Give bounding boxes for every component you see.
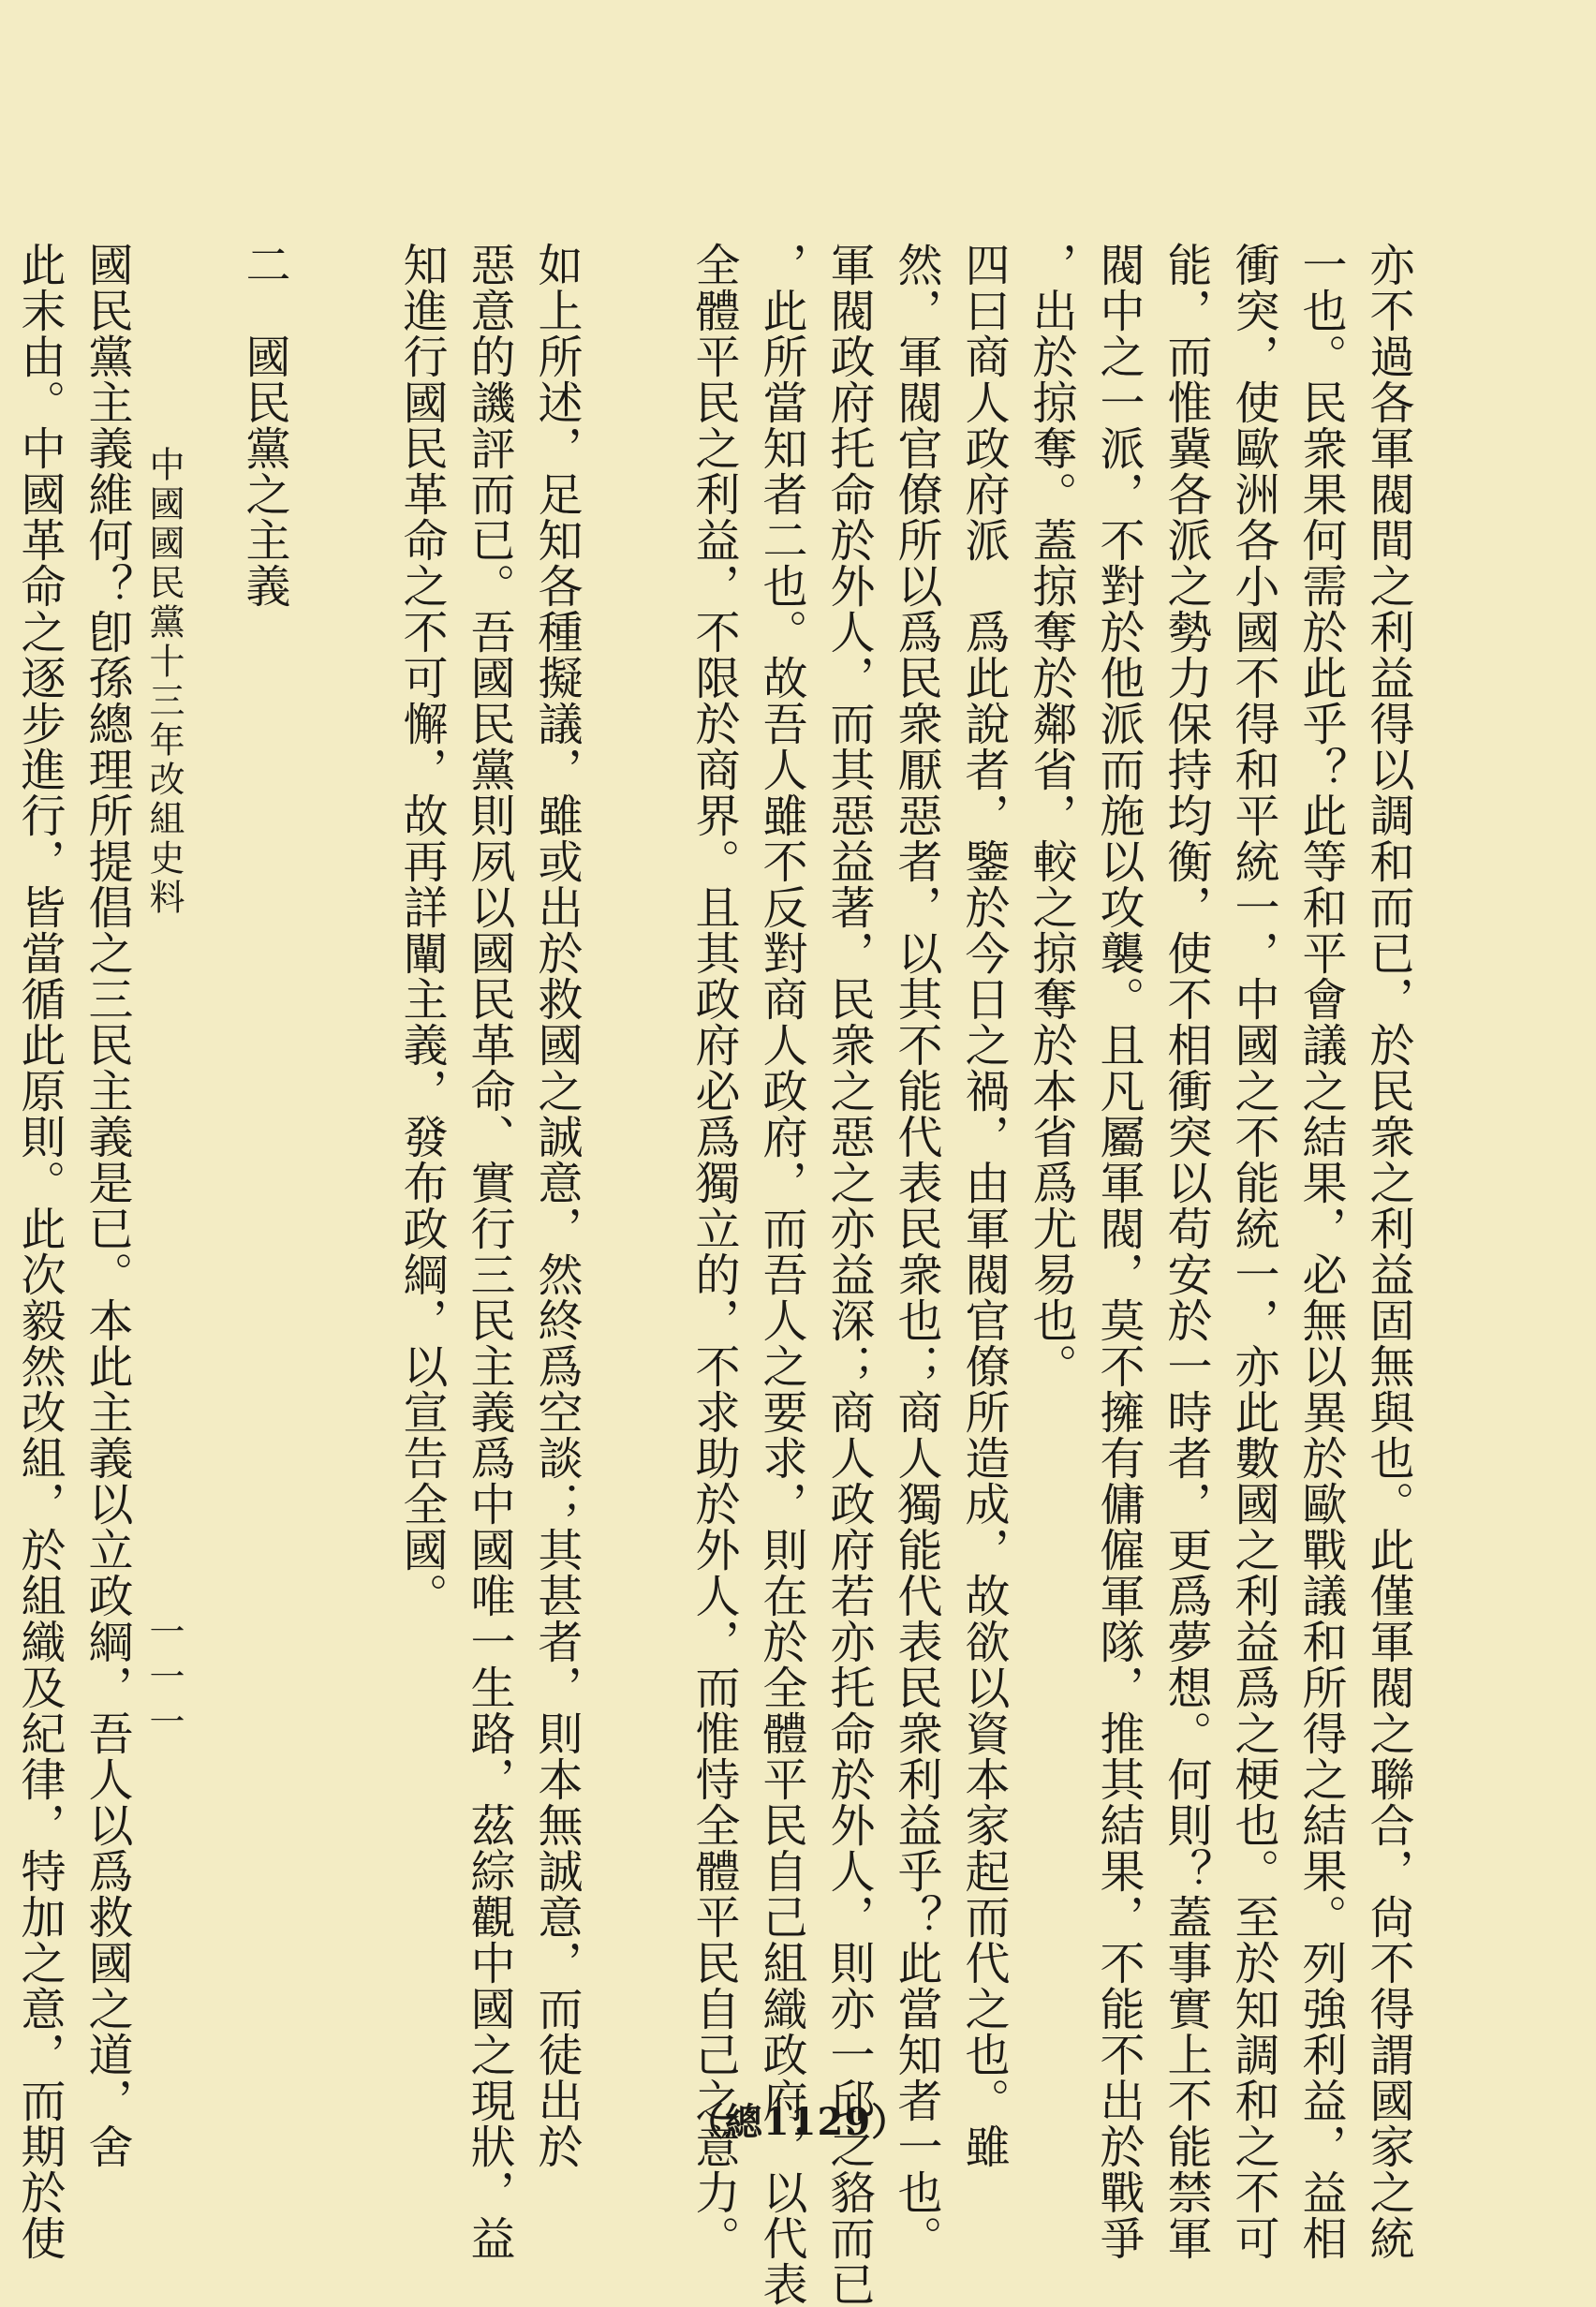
text-column: 閥中之一派，不對於他派而施以攻襲。且凡屬軍閥，莫不擁有傭僱軍隊，推其結果，不能不出於戰爭 [1092, 242, 1145, 2261]
text-column: 軍閥政府托命於外人，而其惡益著，民衆之惡之亦益深；商人政府若亦托命於外人，則亦一邱之貉而已 [822, 242, 875, 2307]
text-column: 如上所述，足知各種擬議，雖或出於救國之誠意，然終爲空談；其甚者，則本無誠意，而徒出於 [530, 242, 583, 2169]
section-heading: 二 國民黨之主義 [238, 242, 290, 609]
text-column: 全體平民之利益，不限於商界。且其政府必爲獨立的，不求助於外人，而惟恃全體平民自己之意力。 [687, 242, 740, 2261]
total-page-number: （總1129） [686, 2100, 910, 2144]
text-column: 亦不過各軍閥間之利益得以調和而已，於民衆之利益固無與也。此僅軍閥之聯合，尙不得謂國家之統 [1362, 242, 1414, 2261]
text-column: ，出於掠奪。蓋掠奪於鄰省，較之掠奪於本省爲尤易也。 [1025, 242, 1077, 1389]
text-column: 四曰商人政府派 爲此說者，鑒於今日之禍，由軍閥官僚所造成，故欲以資本家起而代之也。雖 [957, 242, 1010, 2169]
text-column: 一也。民衆果何需於此乎？此等和平會議之結果，必無以異於歐戰議和所得之結果。列強利益，益相 [1294, 242, 1347, 2261]
text-column: 此末由。中國革命之逐步進行，皆當循此原則。此次毅然改組，於組織及紀律，特加之意，而期於使 [13, 242, 66, 2261]
text-column: 衝突，使歐洲各小國不得和平統一，中國之不能統一，亦此數國之利益爲之梗也。至於知調和之不可 [1227, 242, 1279, 2261]
text-column: 惡意的譏評而已。吾國民黨則夙以國民革命、實行三民主義爲中國唯一生路，茲綜觀中國之現狀，益 [463, 242, 515, 2261]
text-column: 能，而惟冀各派之勢力保持均衡，使不相衝突以苟安於一時者，更爲夢想。何則？蓋事實上不能禁軍 [1160, 242, 1212, 2261]
text-column: 知進行國民革命之不可懈，故再詳闡主義，發布政綱，以宣告全國。 [395, 242, 448, 1619]
text-column: 國民黨主義維何？卽孫總理所提倡之三民主義是已。本此主義以立政綱，吾人以爲救國之道，舍 [81, 242, 133, 2169]
text-column: ，此所當知者二也。故吾人雖不反對商人政府，而吾人之要求，則在於全體平民自己組織政府，以代表 [755, 242, 807, 2307]
page-number: 一一一 [143, 1613, 185, 1748]
text-column: 然，軍閥官僚所以爲民衆厭惡者，以其不能代表民衆也；商人獨能代表民衆利益乎？此當知者一也。 [890, 242, 942, 2261]
running-head: 中國國民黨十三年改組史料 [143, 446, 185, 918]
